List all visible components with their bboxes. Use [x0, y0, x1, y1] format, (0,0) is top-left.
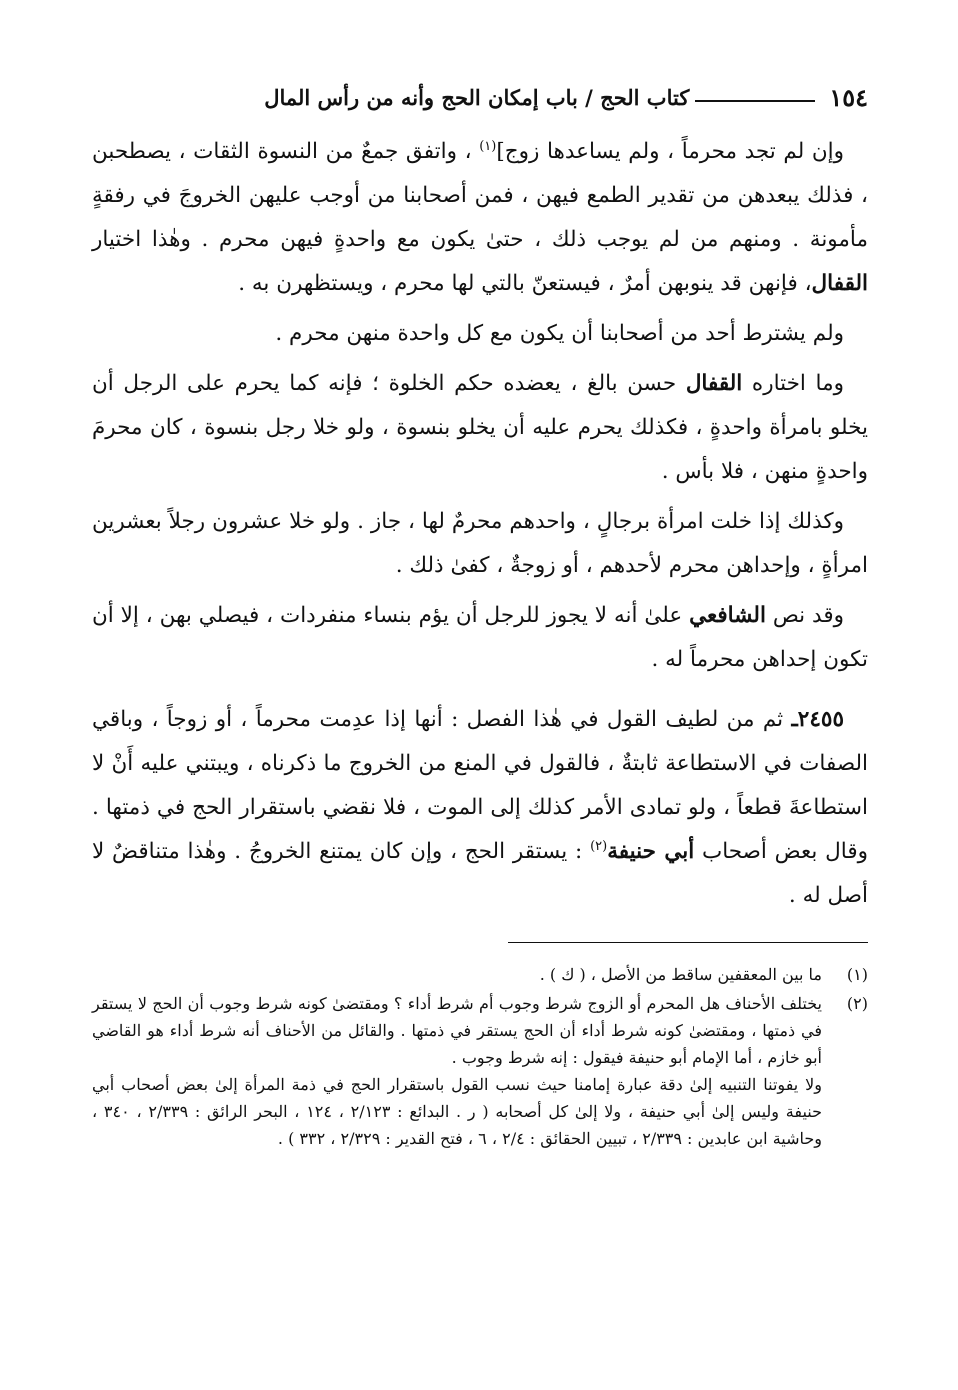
footnote-ref: (٢) — [590, 838, 608, 854]
footnote-text: يختلف الأحناف هل المحرم أو الزوج شرط وجوب أم شرط أداء ؟ ومقتضىٰ كونه شرط وجوب أن الحج لا يستقر في ذمتها ، ومقتضىٰ كونه شرط أداء أن الحج يستقر في ذمتها . والقائل من الأحناف أنه شرط أداء هو القاضي أبو خازم ، أما الإمام أبو حنيفة فيقول : إنه شرط وجوب . — [92, 994, 823, 1067]
header-rule — [695, 100, 815, 102]
paragraph: ولم يشترط أحد من أصحابنا أن يكون مع كل واحدة منهن محرم . — [275, 321, 844, 346]
footnote-mark: (٢) — [846, 994, 868, 1013]
scholar-name: القفال — [685, 371, 743, 396]
footnote — [92, 961, 868, 988]
footnote-ref: (١) — [479, 138, 497, 154]
paragraph: وقد نص الشافعي علىٰ أنه لا يجوز للرجل أن يؤم بنساء منفردات ، فيصلي بهن ، إلا أن تكون إحداهن محرماً له . — [92, 603, 868, 672]
footnote — [92, 990, 868, 1152]
paragraph: وكذلك إذا خلت امرأة برجالٍ ، واحدهم محرمٌ لها ، جاز . ولو خلا عشرون رجلاً بعشرين امرأةٍ ، وإحداهن محرم لأحدهم ، أو زوجةٌ ، كفىٰ ذلك . — [92, 509, 868, 578]
footnote-text: ما بين المعقفين ساقط من الأصل ، ( ك ) . — [539, 965, 822, 984]
page-number: ١٥٤ — [829, 82, 868, 112]
footnote-mark: (١) — [846, 965, 868, 984]
scholar-name: أبي حنيفة — [607, 839, 695, 864]
paragraph: وإن لم تجد محرماً ، ولم يساعدها زوج]$^{(١)}$ ، واتفق جمعٌ من النسوة الثقات ، يصطحبن ، فذلك يبعدهن من تقدير الطمع فيهن ، فمن أصحابنا من أوجب عليهن الخروجَ في رفقةٍ مأمونة . ومنهم من لم يوجب ذلك ، حتىٰ يكون مع واحدةٍ فيهن محرم . وهٰذا اختيار القفال، فإنهن قد ينوبهن أمرٌ ، فيستعنّ بالتي لها محرم ، ويستظهرن به . — [92, 138, 868, 296]
footnote-text: ولا يفوتنا التنبيه إلىٰ دقة عبارة إمامنا حيث نسب القول باستقرار الحج في ذمة المرأة إلىٰ بعض أصحاب أبي حنيفة وليس إلىٰ أبي حنيفة ، ولا إلىٰ كل أصحابه ( ر . البدائع : ٢/١٢٣ ، ١٢٤ ، البحر الرائق : ٢/٣٣٩ ، ٣٤٠ ، وحاشية ابن عابدين : ٢/٣٣٩ ، تبيين الحقائق : ٢/٤ ، ٦ ، فتح القدير : ٢/٣٢٩ ، ٣٣٢ ) . — [92, 1075, 822, 1148]
footnotes — [92, 961, 868, 1152]
running-title: كتاب الحج / باب إمكان الحج وأنه من رأس المال — [264, 84, 690, 110]
page-header — [92, 72, 868, 122]
scholar-name: القفال — [811, 271, 868, 296]
main-text — [92, 130, 868, 918]
issue-number: ٢٤٥٥ـ — [791, 707, 844, 732]
footnote-separator — [508, 942, 868, 943]
numbered-issue: ٢٤٥٥ـ ثم من لطيف القول في هٰذا الفصل : أنها إذا عدِمت محرماً ، أو زوجاً ، وباقي الصفات في الاستطاعة ثابتةٌ ، فالقول في المنع من الخروج ما ذكرناه ، ويبتني عليه أَنْ لا استطاعةَ قطعاً ، ولو تمادى الأمر كذلك إلى الموت ، فلا نقضي باستقرار الحج في ذمتها . وقال بعض أصحاب أبي حنيفة$^{(٢)}$ : يستقر الحج ، وإن كان يمتنع الخروجُ . وهٰذا متناقضٌ لا أصل له . — [92, 707, 868, 908]
scholar-name: الشافعي — [689, 603, 766, 628]
paragraph: وما اختاره القفال حسن بالغ ، يعضده حكم الخلوة ؛ فإنه كما يحرم على الرجل أن يخلو بامرأة واحدةٍ ، فكذلك يحرم عليه أن يخلو بنسوة ، ولو خلا رجل بنسوة ، كان محرمَ واحدةٍ منهن ، فلا بأس . — [92, 371, 868, 484]
